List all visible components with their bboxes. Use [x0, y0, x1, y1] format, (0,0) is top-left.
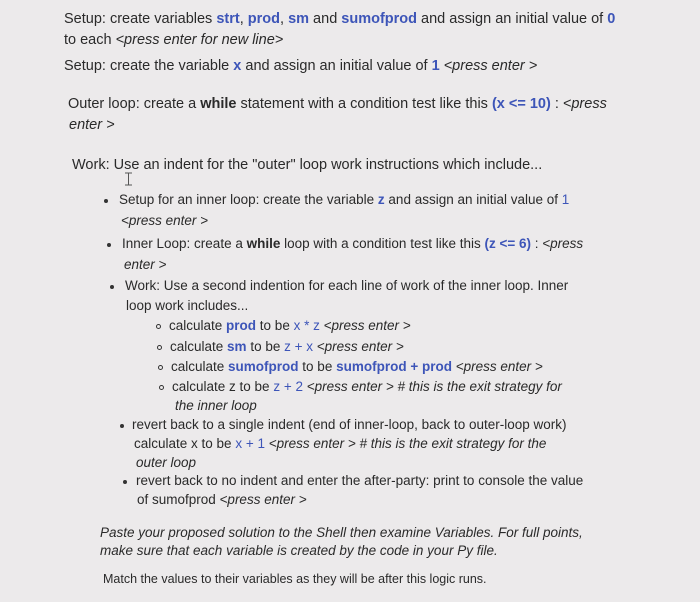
press-enter-hint: <press enter for new line>: [115, 32, 284, 48]
press-enter-hint: <press: [542, 236, 584, 251]
bullet-icon: [110, 285, 114, 289]
var-sumofprod: sumofprod: [228, 359, 299, 374]
circle-bullet-icon: [156, 324, 161, 329]
setup-text: and assign an initial value of: [241, 58, 432, 74]
calc-x-line: [134, 435, 546, 453]
footer-match-line: Match the values to their variables as they will be after this logic runs.: [103, 572, 487, 586]
inner-work-line2: loop work includes...: [126, 298, 249, 313]
calc-x-line-cont: outer loop: [136, 455, 197, 470]
expression: z + 2: [273, 379, 303, 394]
step-text: calculate: [169, 318, 227, 333]
circle-bullet-icon: [159, 385, 164, 390]
press-enter-hint: <press enter > # this is the exit strategy for: [302, 379, 562, 394]
var-prod: prod: [247, 11, 280, 27]
press-enter-hint: <press enter >: [451, 359, 543, 374]
initial-value: 1: [561, 192, 570, 207]
outer-text: statement with a condition test like this: [236, 96, 492, 112]
bullet-icon: [104, 199, 108, 203]
inner-loop-text: Inner Loop: create a: [122, 236, 247, 251]
press-enter-hint: <press enter >: [312, 339, 404, 354]
outer-condition: (x <= 10): [491, 96, 551, 112]
circle-bullet-icon: [158, 365, 163, 370]
var-z: z: [377, 192, 385, 207]
setup-text: to each: [64, 32, 116, 48]
inner-setup-line: [119, 191, 569, 209]
initial-value: 1: [431, 58, 440, 74]
setup-text-tail: and assign an initial value of: [417, 11, 608, 27]
setup-text: Setup: create variables: [64, 11, 217, 27]
keyword-while: while: [246, 236, 281, 251]
step-calc-z-cont: the inner loop: [175, 398, 257, 413]
bullet-icon: [107, 243, 111, 247]
bullet-icon: [120, 424, 124, 428]
sep: ,: [239, 11, 248, 27]
press-enter-hint: <press: [562, 96, 607, 112]
setup-text: Setup: create the variable: [64, 58, 234, 74]
colon: :: [531, 236, 543, 251]
inner-condition: (z <= 6): [484, 236, 531, 251]
expression: z + x: [284, 339, 313, 354]
footer-instruction-line1: Paste your proposed solution to the Shell then examine Variables. For full points,: [100, 525, 583, 540]
initial-value: 0: [607, 11, 616, 27]
step-text: to be: [298, 359, 337, 374]
step-text: calculate z to be: [172, 379, 274, 394]
setup-variables-line: [64, 10, 615, 28]
inner-work-line: Work: Use a second indention for each line of work of the inner loop. Inner: [125, 278, 569, 293]
press-enter-hint: <press enter >: [319, 318, 411, 333]
step-calc-sumofprod: [171, 358, 543, 376]
step-calc-z: [172, 378, 562, 396]
outer-loop-line2: enter >: [69, 117, 115, 133]
revert-no-indent-line: revert back to no indent and enter the after-party: print to console the value: [136, 473, 584, 488]
expression: sumofprod + prod: [336, 359, 452, 374]
step-calc-prod: [169, 317, 411, 335]
setup-variables-line2: [64, 31, 283, 49]
keyword-while: while: [200, 96, 237, 112]
inner-setup-line2: <press enter >: [121, 213, 209, 228]
work-heading: Work: Use an indent for the "outer" loop work instructions which include...: [72, 157, 543, 173]
inner-loop-line: [122, 235, 583, 253]
press-enter-hint: <press enter >: [439, 58, 538, 74]
footer-instruction-line2: make sure that each variable is created by the code in your Py file.: [100, 543, 498, 558]
bullet-icon: [123, 480, 127, 484]
var-sumofprod: sumofprod: [341, 11, 417, 27]
var-x: x: [233, 58, 242, 74]
expression: x + 1: [235, 436, 265, 451]
press-enter-hint: <press enter >: [219, 492, 307, 507]
step-text: calculate: [171, 359, 229, 374]
step-text: to be: [246, 339, 285, 354]
sep: and: [309, 11, 342, 27]
print-text: of sumofprod: [137, 492, 220, 507]
step-text: to be: [256, 318, 294, 333]
var-strt: strt: [216, 11, 240, 27]
outer-text: Outer loop: create a: [68, 96, 201, 112]
inner-loop-line2: enter >: [124, 257, 167, 272]
inner-setup-text: and assign an initial value of: [384, 192, 562, 207]
colon: :: [550, 96, 563, 112]
press-enter-hint: <press enter > # this is the exit strategy for the: [264, 436, 547, 451]
print-sumofprod-line: [137, 491, 307, 509]
calc-x-text: calculate x to be: [134, 436, 236, 451]
var-sm: sm: [227, 339, 247, 354]
text-cursor-icon: [124, 172, 133, 186]
setup-x-line: [64, 57, 537, 75]
revert-single-indent-line: revert back to a single indent (end of inner-loop, back to outer-loop work): [132, 417, 567, 432]
inner-setup-text: Setup for an inner loop: create the variable: [119, 192, 378, 207]
outer-loop-line: [68, 95, 607, 113]
step-text: calculate: [170, 339, 228, 354]
var-sm: sm: [288, 11, 310, 27]
inner-loop-text: loop with a condition test like this: [280, 236, 485, 251]
sep: ,: [280, 11, 289, 27]
circle-bullet-icon: [157, 345, 162, 350]
var-prod: prod: [226, 318, 257, 333]
step-calc-sm: [170, 338, 404, 356]
expression: x * z: [293, 318, 320, 333]
